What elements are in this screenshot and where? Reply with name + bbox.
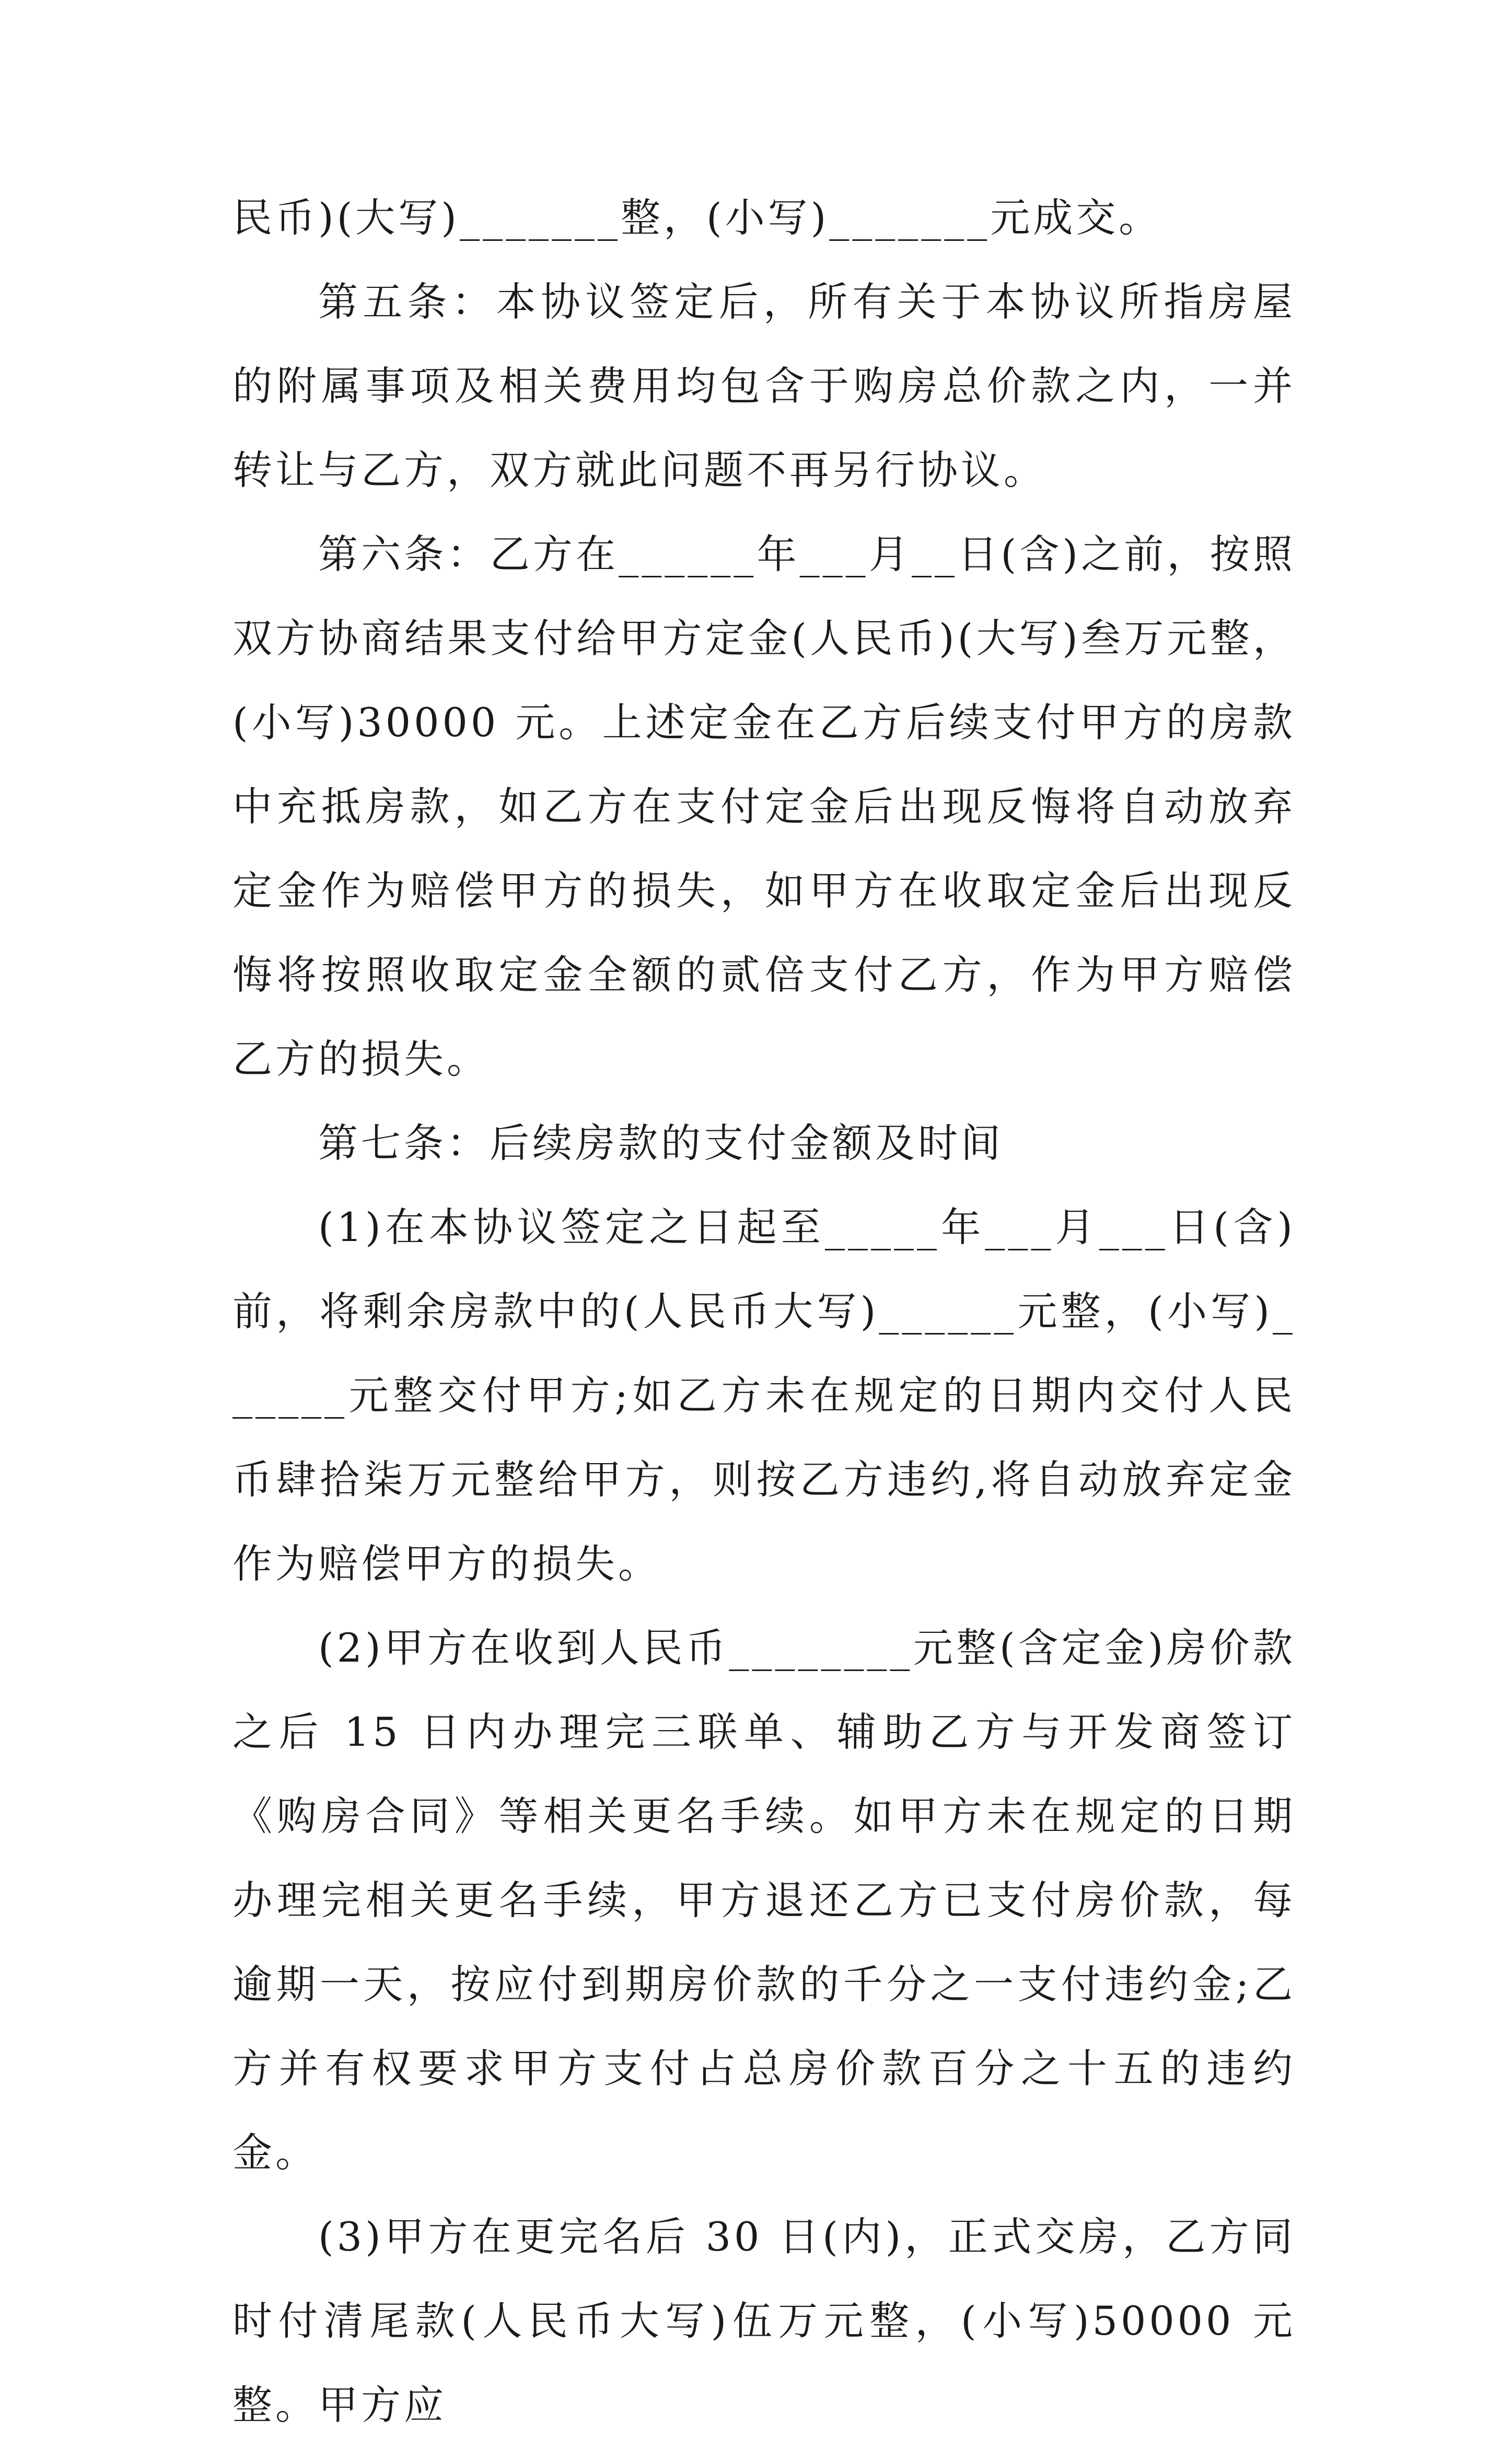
paragraph-price-continuation: 民币)(大写)_______整，(小写)_______元成交。: [232, 194, 1162, 241]
paragraph-article-7-item-3: (3)甲方在更完名后 30 日(内)，正式交房，乙方同时付清尾款(人民币大写)伍万元整，(小写)50000 元整。甲方应: [232, 2213, 1296, 2428]
paragraph-article-7-item-2: (2)甲方在收到人民币________元整(含定金)房价款之后 15 日内办理完三联单、辅助乙方与开发商签订《购房合同》等相关更名手续。如甲方未在规定的日期办理完相关更名手续，甲方退还乙方已支付房价款，每逾期一天，按应付到期房价款的千分之一支付违约金;乙方并有权要求甲方支付占总房价款百分之十五的违约金。: [232, 1625, 1296, 2176]
contract-body: [232, 176, 1296, 2447]
paragraph-article-7-item-1: (1)在本协议签定之日起至_____年___月___日(含)前，将剩余房款中的(人民币大写)______元整，(小写)______元整交付甲方;如乙方未在规定的日期内交付人民币肆拾柒万元整给甲方，则按乙方违约,将自动放弃定金作为赔偿甲方的损失。: [232, 1204, 1296, 1587]
paragraph-article-6: 第六条：乙方在______年___月__日(含)之前，按照双方协商结果支付给甲方定金(人民币)(大写)叁万元整，(小写)30000 元。上述定金在乙方后续支付甲方的房款中充抵房款，如乙方在支付定金后出现反悔将自动放弃定金作为赔偿甲方的损失，如甲方在收取定金后出现反悔将按照收取定金全额的贰倍支付乙方，作为甲方赔偿乙方的损失。: [232, 531, 1296, 1082]
paragraph-article-7-heading: 第七条：后续房款的支付金额及时间: [318, 1120, 1004, 1166]
paragraph-article-5: 第五条：本协议签定后，所有关于本协议所指房屋的附属事项及相关费用均包含于购房总价款之内，一并转让与乙方，双方就此问题不再另行协议。: [232, 279, 1296, 493]
